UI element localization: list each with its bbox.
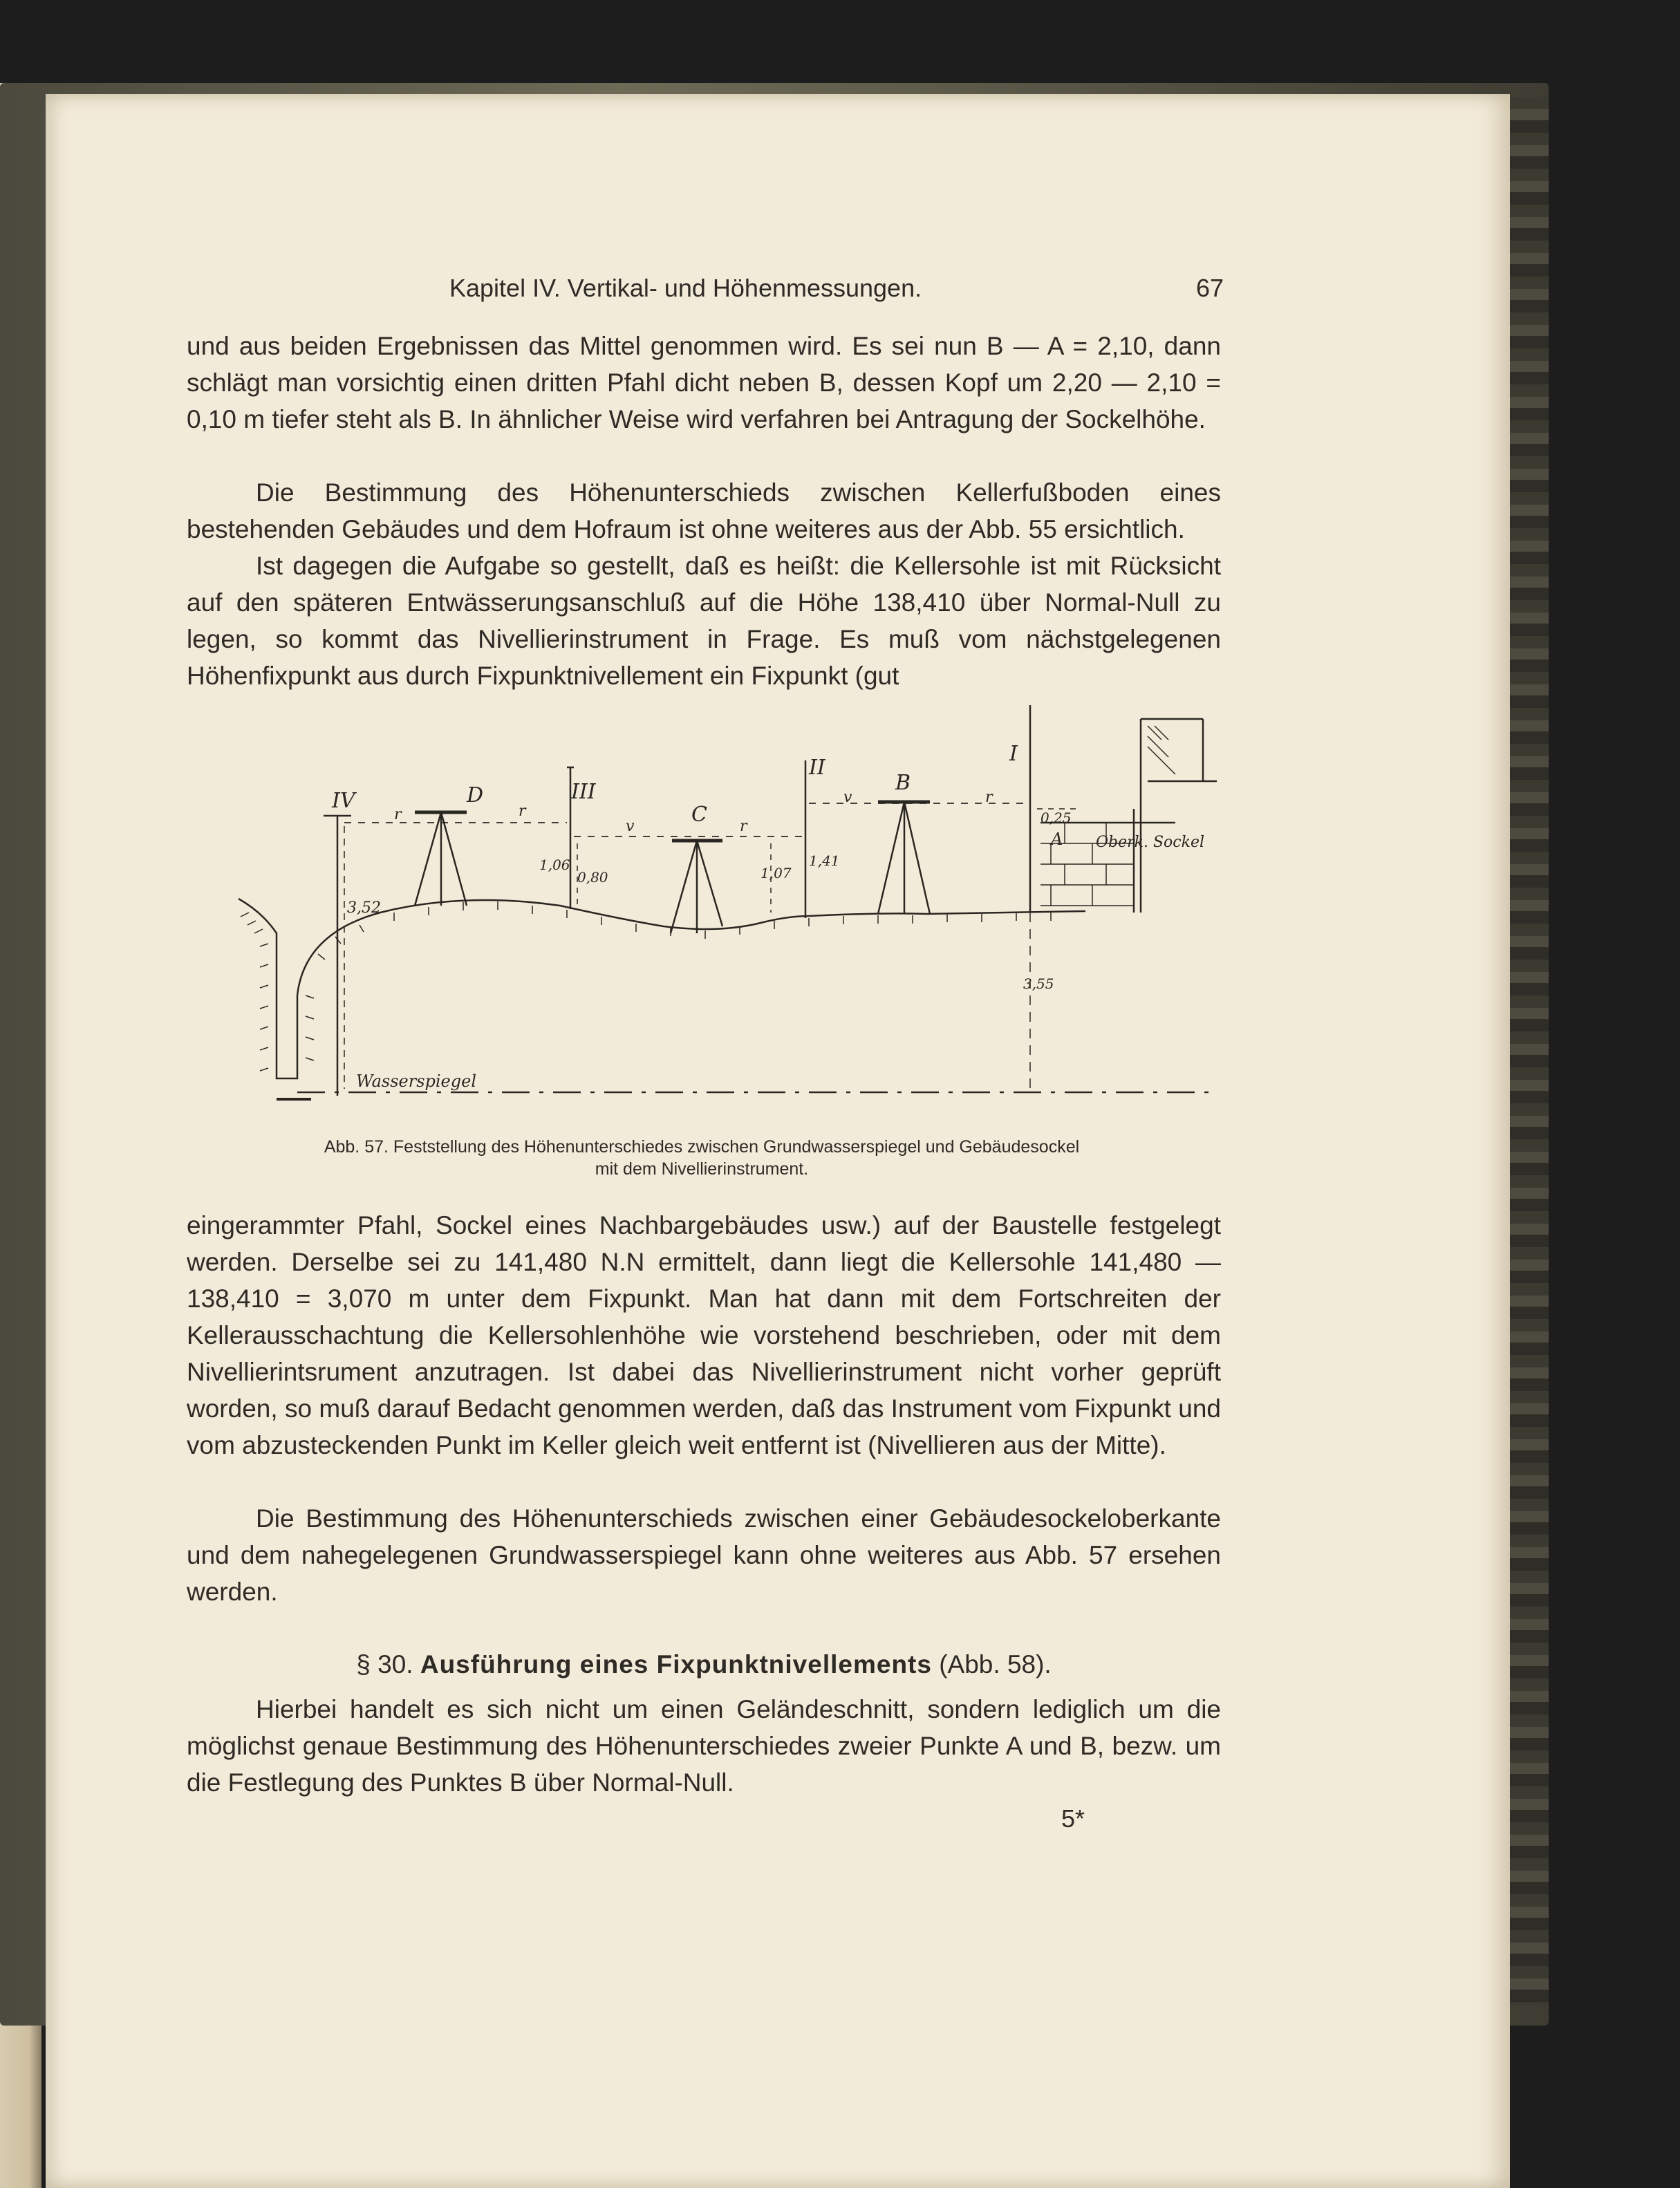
figure-57 — [235, 705, 1217, 1127]
book-spine-edge — [1507, 97, 1549, 2005]
label-3-52: 3,52 — [347, 899, 381, 917]
signature-mark: 5* — [1061, 1804, 1085, 1833]
instrument-c-tripod — [671, 841, 722, 933]
label-wasserspiegel: Wasserspiegel — [356, 1072, 476, 1091]
building-hatch — [1148, 726, 1175, 774]
label-3-55: 3,55 — [1023, 975, 1054, 992]
section-title: Ausführung eines Fixpunktnivellements — [420, 1650, 932, 1679]
label-sight-r-4: r — [985, 789, 993, 806]
instrument-b-tripod — [878, 802, 930, 914]
caption-line-1: Abb. 57. Feststellung des Höhenunterschiedes zwischen Grundwasserspiegel und Gebäudesockel — [324, 1137, 1080, 1157]
section-number: § 30. — [356, 1650, 413, 1679]
label-0-25: 0,25 — [1040, 810, 1072, 826]
label-1-07: 1,07 — [760, 865, 792, 881]
chapter-title: Kapitel IV. Vertikal- und Höhenmessungen. — [449, 274, 922, 302]
label-sight-r-2: r — [519, 803, 526, 820]
paragraph-1: und aus beiden Ergebnissen das Mittel genommen wird. Es sei nun B — A = 2,10, dann schlägt man vorsichtig einen dritten Pfahl dicht neben B, dessen Kopf um 2,20 — 2,10 = 0,10 m tiefer steht als B. In ähnlicher Weise wird verfahren bei Antragung der Sockelhöhe. — [187, 332, 1221, 433]
label-staff-4: IV — [332, 789, 355, 813]
caption-line-2: mit dem Nivellierinstrument. — [595, 1159, 809, 1179]
paragraph-4: eingerammter Pfahl, Sockel eines Nachbargebäudes usw.) auf der Baustelle festgelegt werden. Derselbe sei zu 141,480 N.N ermittelt, dann liegt die Kellersohle 141,480 — 138,410 = 3,070 m unter dem Fixpunkt. Man hat dann mit dem Fortschreiten der Kellerausschachtung die Kellersohlenhöhe wie vorstehend beschrieben, oder mit dem Nivellierintsrument anzutragen. Ist dabei das Nivellierinstrument nicht vorher geprüft worden, so muß darauf Bedacht genommen werden, daß das Instrument vom Fixpunkt und vom abzusteckenden Punkt im Keller gleich weit entfernt ist (Nivellieren aus der Mitte). — [187, 1211, 1221, 1459]
label-1-06: 1,06 — [539, 857, 570, 873]
running-header — [187, 270, 1224, 311]
label-point-a: A — [1051, 830, 1063, 849]
terrain-hatching — [241, 901, 1051, 1071]
label-staff-3: III — [571, 780, 596, 804]
paragraph-2: Die Bestimmung des Höhenunterschieds zwischen Kellerfußboden eines bestehenden Gebäudes und dem Hofraum ist ohne weiteres aus der Abb. 55 ersichtlich. — [187, 478, 1221, 543]
label-instrument-d: D — [467, 783, 484, 807]
label-0-80: 0,80 — [577, 869, 608, 886]
terrain-line — [239, 899, 1085, 1078]
label-instrument-c: C — [691, 803, 707, 827]
label-sight-r-3: r — [740, 818, 747, 835]
label-sight-v-1: v — [626, 818, 635, 835]
leveling-diagram — [235, 705, 1217, 1127]
paragraph-3: Ist dagegen die Aufgabe so gestellt, daß es heißt: die Kellersohle ist mit Rücksicht auf den späteren Entwässerungsanschluß auf die Höhe 138,410 über Normal-Null zu legen, so kommt das Nivellierinstrument in Frage. Es muß vom nächstgelegenen Höhenfixpunkt aus durch Fixpunktnivellement ein Fixpunkt (gut — [187, 552, 1221, 690]
label-staff-1: I — [1009, 742, 1018, 766]
paragraph-6: Hierbei handelt es sich nicht um einen Geländeschnitt, sondern lediglich um die möglichst genaue Bestimmung des Höhenunterschiedes zweier Punkte A und B, bezw. um die Festlegung des Punktes B über Normal-Null. — [187, 1695, 1221, 1797]
figure-caption — [187, 1136, 1217, 1180]
label-sight-v-2: v — [843, 789, 852, 806]
label-instrument-b: B — [895, 771, 911, 795]
label-staff-2: II — [809, 756, 825, 780]
paragraph-5: Die Bestimmung des Höhenunterschieds zwischen einer Gebäudesockeloberkante und dem nahegelegenen Grundwasserspiegel kann ohne weiteres aus Abb. 57 ersehen werden. — [187, 1504, 1221, 1606]
label-oberkante-sockel: Oberk. Sockel — [1096, 834, 1204, 851]
label-sight-r-1: r — [394, 806, 402, 823]
instrument-d-tripod — [415, 812, 467, 906]
label-1-41: 1,41 — [809, 852, 840, 869]
section-heading — [187, 1646, 1221, 1683]
page-number: 67 — [1195, 274, 1224, 302]
section-ref: (Abb. 58). — [939, 1650, 1052, 1679]
